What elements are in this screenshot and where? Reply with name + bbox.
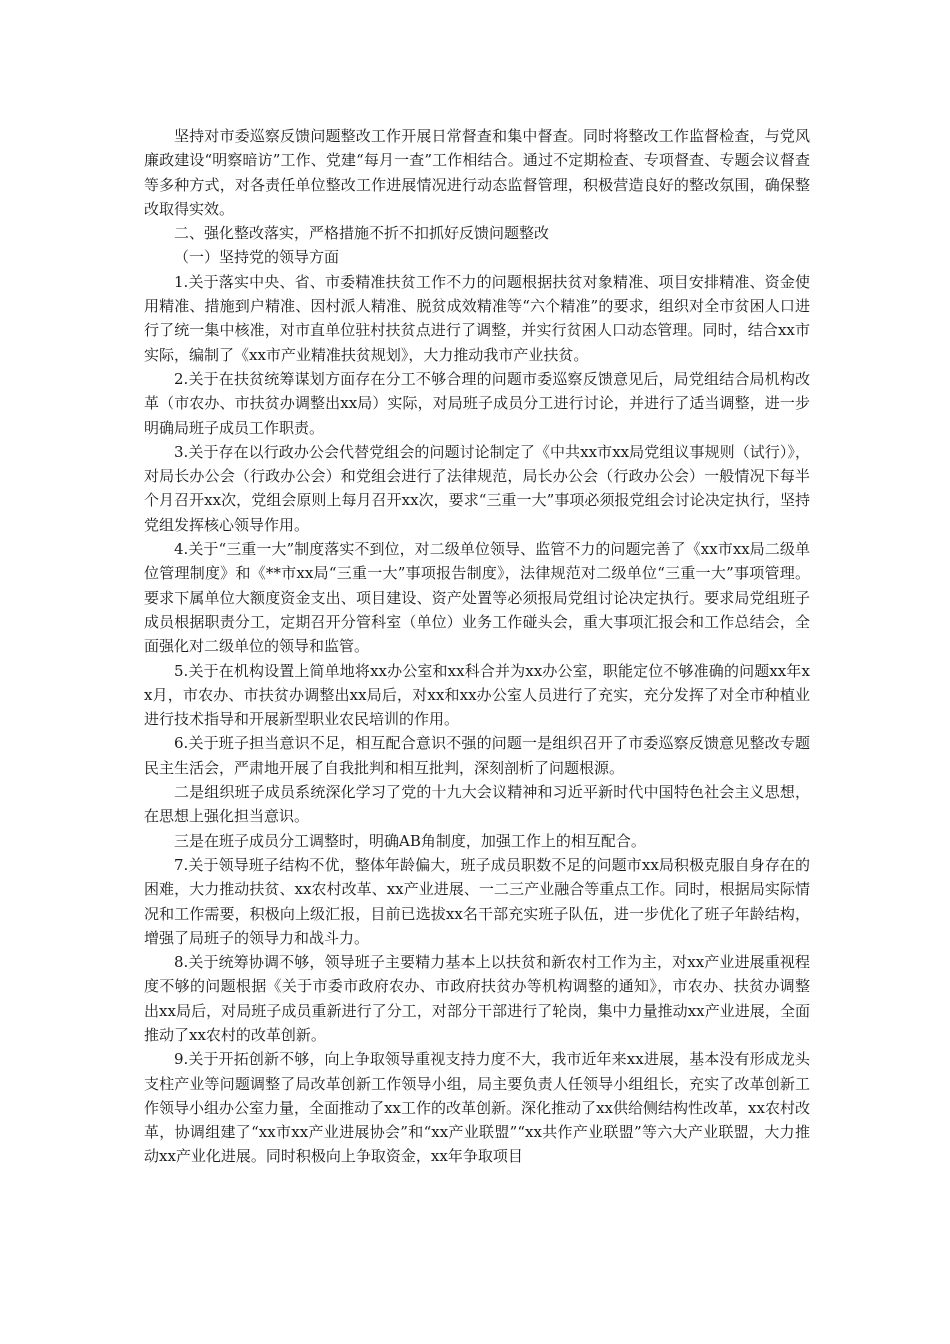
paragraph: 坚持对市委巡察反馈问题整改工作开展日常督查和集中督查。同时将整改工作监督检查，与党风廉政建设“明察暗访”工作、党建“每月一查”工作相结合。通过不定期检查、专项督查、专题会议督查等多种方式，对各责任单位整改工作进展情况进行动态监督管理，积极营造良好的整改氛围，确保整改取得实效。 bbox=[144, 127, 810, 218]
document-body bbox=[144, 124, 810, 1169]
section-heading: 二、强化整改落实，严格措施不折不扣抓好反馈问题整改 bbox=[174, 224, 550, 243]
paragraph: 2.关于在扶贫统筹谋划方面存在分工不够合理的问题市委巡察反馈意见后，局党组结合局机构改革（市农办、市扶贫办调整出xx局）实际，对局班子成员分工进行讨论，并进行了适当调整，进一步明确局班子成员工作职责。 bbox=[144, 369, 810, 437]
paragraph: 二是组织班子成员系统深化学习了党的十九大会议精神和习近平新时代中国特色社会主义思想，在思想上强化担当意识。 bbox=[144, 783, 810, 826]
paragraph: 5.关于在机构设置上简单地将xx办公室和xx科合并为xx办公室，职能定位不够准确的问题xx年xx月，市农办、市扶贫办调整出xx局后，对xx和xx办公室人员进行了充实，充分发挥了对全市种植业进行技术指导和开展新型职业农民培训的作用。 bbox=[144, 661, 810, 729]
subsection-heading: （一）坚持党的领导方面 bbox=[174, 248, 340, 267]
paragraph: 4.关于“三重一大”制度落实不到位，对二级单位领导、监管不力的问题完善了《xx市xx局二级单位管理制度》和《**市xx局“三重一大”事项报告制度》，法律规范对二级单位“三重一大”事项管理。要求下属单位大额度资金支出、项目建设、资产处置等必须报局党组讨论决定执行。要求局党组班子成员根据职责分工，定期召开分管科室（单位）业务工作碰头会，重大事项汇报会和工作总结会，全面强化对二级单位的领导和监管。 bbox=[144, 540, 810, 656]
paragraph: 7.关于领导班子结构不优，整体年龄偏大，班子成员职数不足的问题市xx局积极克服自身存在的困难，大力推动扶贫、xx农村改革、xx产业进展、一二三产业融合等重点工作。同时，根据局实际情况和工作需要，积极向上级汇报，目前已选拔xx名干部充实班子队伍，进一步优化了班子年龄结构，增强了局班子的领导力和战斗力。 bbox=[144, 855, 810, 947]
paragraph: 3.关于存在以行政办公会代替党组会的问题讨论制定了《中共xx市xx局党组议事规则（试行）》，对局长办公会（行政办公会）和党组会进行了法律规范，局长办公会（行政办公会）一般情况下每半个月召开xx次，党组会原则上每月召开xx次，要求“三重一大”事项必须报党组会讨论决定执行，坚持党组发挥核心领导作用。 bbox=[144, 442, 810, 534]
paragraph: 9.关于开拓创新不够，向上争取领导重视支持力度不大，我市近年来xx进展，基本没有形成龙头支柱产业等问题调整了局改革创新工作领导小组，局主要负责人任领导小组组长，充实了改革创新工作领导小组办公室力量，全面推动了xx工作的改革创新。深化推动了xx供给侧结构性改革，xx农村改革，协调组建了“xx市xx产业进展协会”和“xx产业联盟”“xx共作产业联盟”等六大产业联盟，大力推动xx产业化进展。同时积极向上争取资金，xx年争取项目 bbox=[144, 1050, 810, 1166]
paragraph: 1.关于落实中央、省、市委精准扶贫工作不力的问题根据扶贫对象精准、项目安排精准、资金使用精准、措施到户精准、因村派人精准、脱贫成效精准等“六个精准”的要求，组织对全市贫困人口进行了统一集中核准，对市直单位驻村扶贫点进行了调整，并实行贫困人口动态管理。同时，结合xx市实际，编制了《xx市产业精准扶贫规划》，大力推动我市产业扶贫。 bbox=[144, 272, 810, 364]
paragraph: 8.关于统筹协调不够，领导班子主要精力基本上以扶贫和新农村工作为主，对xx产业进展重视程度不够的问题根据《关于市委市政府农办、市政府扶贫办等机构调整的通知》，市农办、扶贫办调整出xx局后，对局班子成员重新进行了分工，对部分干部进行了轮岗，集中力量推动xx产业进展，全面推动了xx农村的改革创新。 bbox=[144, 953, 810, 1044]
paragraph: 三是在班子成员分工调整时，明确AB角制度，加强工作上的相互配合。 bbox=[174, 831, 646, 850]
paragraph: 6.关于班子担当意识不足，相互配合意识不强的问题一是组织召开了市委巡察反馈意见整改专题民主生活会，严肃地开展了自我批判和相互批判，深刻剖析了问题根源。 bbox=[144, 734, 810, 777]
